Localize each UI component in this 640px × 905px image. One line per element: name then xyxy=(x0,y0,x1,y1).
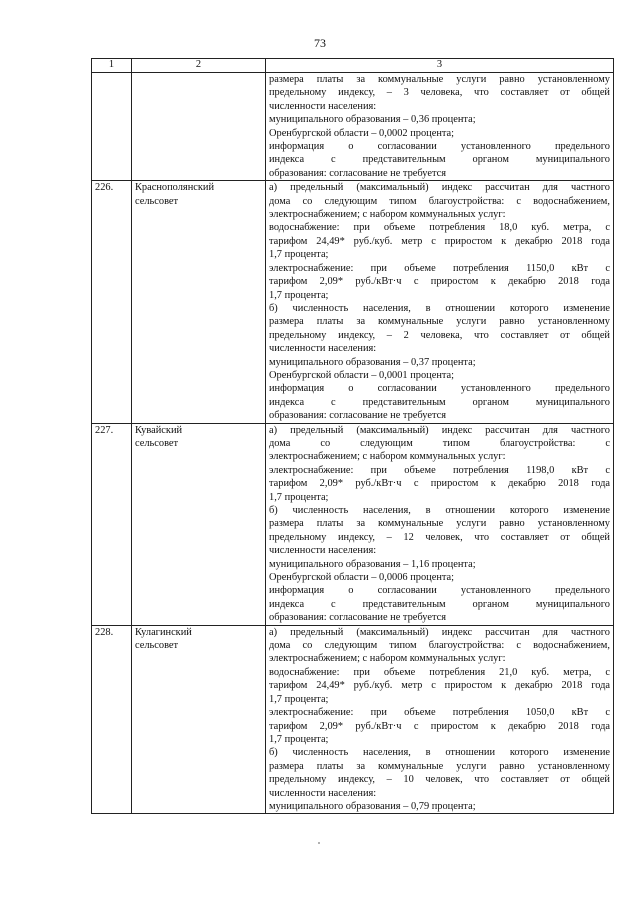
description-line: предельному индексу, – 2 человека, что составляет от общей xyxy=(269,329,610,341)
description-line: а) предельный (максимальный) индекс рассчитан для частного xyxy=(269,424,610,436)
description-line: электроснабжением; с набором коммунальных услуг: xyxy=(269,209,506,221)
description-line: тарифом 2,09* руб./кВт·ч с приростом к декабрю 2018 года xyxy=(269,276,610,288)
description-line: информация о согласовании установленного предельного xyxy=(269,585,610,597)
description-line: 1,7 процента; xyxy=(269,693,329,705)
description-line: б) численность населения, в отношении которого изменение xyxy=(269,505,610,516)
description-line: муниципального образования – 0,37 процента; xyxy=(269,356,476,368)
description-line: индекса с представительным органом муниципального xyxy=(269,598,610,610)
description-line: а) предельный (максимальный) индекс рассчитан для частного xyxy=(269,182,610,194)
settlement-name-line: сельсовет xyxy=(135,195,179,207)
settlement-name xyxy=(132,181,266,423)
description-line: муниципального образования – 0,79 процента; xyxy=(269,800,476,812)
table-row xyxy=(92,625,614,814)
description-line: Оренбургской области – 0,0006 процента; xyxy=(269,572,455,584)
page-number: 73 xyxy=(314,36,326,50)
description-line: размера платы за коммунальные услуги равно установленному xyxy=(269,74,610,85)
description-line: численности населения: xyxy=(269,343,377,355)
settlements-table xyxy=(91,58,614,814)
settlement-name-line: Кувайский xyxy=(135,424,183,436)
row-number xyxy=(92,73,132,181)
row-number: 228. xyxy=(92,625,132,814)
description-line: 1,7 процента; xyxy=(269,289,329,301)
table-row xyxy=(92,73,614,181)
description-line: электроснабжение: при объеме потребления 1150,0 кВт с xyxy=(269,262,610,274)
description-line: индекса с представительным органом муниципального xyxy=(269,154,610,166)
description-line: численности населения: xyxy=(269,545,377,557)
description-line: образования: согласование не требуется xyxy=(269,410,447,422)
settlement-name-line: сельсовет xyxy=(135,437,179,449)
row-number: 226. xyxy=(92,181,132,423)
description-line: размера платы за коммунальные услуги равно установленному xyxy=(269,760,610,772)
description-line: электроснабжением; с набором коммунальных услуг: xyxy=(269,653,506,665)
settlement-name-line: Краснополянский xyxy=(135,182,215,194)
description-line: дома со следующим типом благоустройства: с xyxy=(269,437,610,449)
header-col-description: 3 xyxy=(266,59,614,73)
description-line: муниципального образования – 1,16 процента; xyxy=(269,558,476,570)
description-line: тарифом 24,49* руб./куб. метр с приростом к декабрю 2018 года xyxy=(269,235,610,247)
index-description xyxy=(266,625,614,814)
settlement-name xyxy=(132,625,266,814)
description-line: Оренбургской области – 0,0001 процента; xyxy=(269,369,455,381)
header-col-name: 2 xyxy=(132,59,266,73)
description-line: предельному индексу, – 10 человек, что составляет от общей xyxy=(269,774,610,786)
settlement-name xyxy=(132,73,266,181)
description-line: б) численность населения, в отношении которого изменение xyxy=(269,302,610,314)
description-line: образования: согласование не требуется xyxy=(269,167,447,179)
description-line: водоснабжение: при объеме потребления 21,0 куб. метра, с xyxy=(269,666,610,678)
description-line: а) предельный (максимальный) индекс рассчитан для частного xyxy=(269,626,610,638)
description-line: численности населения: xyxy=(269,100,377,112)
description-line: электроснабжением; с набором коммунальных услуг: xyxy=(269,451,506,463)
index-description xyxy=(266,181,614,423)
settlement-name-line: Кулагинский xyxy=(135,626,192,638)
index-description xyxy=(266,423,614,625)
description-line: 1,7 процента; xyxy=(269,733,329,745)
description-line: предельному индексу, – 3 человека, что составляет от общей xyxy=(269,87,610,99)
description-line: размера платы за коммунальные услуги равно установленному xyxy=(269,518,610,530)
table-row xyxy=(92,423,614,625)
table-row xyxy=(92,181,614,423)
description-line: численности населения: xyxy=(269,787,377,799)
row-number: 227. xyxy=(92,423,132,625)
description-line: 1,7 процента; xyxy=(269,491,329,503)
description-line: электроснабжение: при объеме потребления 1198,0 кВт с xyxy=(269,464,610,476)
description-line: информация о согласовании установленного предельного xyxy=(269,141,610,153)
description-line: электроснабжение: при объеме потребления 1050,0 кВт с xyxy=(269,707,610,719)
description-line: водоснабжение: при объеме потребления 18,0 куб. метра, с xyxy=(269,222,610,234)
description-line: индекса с представительным органом муниципального xyxy=(269,396,610,408)
description-line: 1,7 процента; xyxy=(269,249,329,261)
description-line: образования: согласование не требуется xyxy=(269,612,447,624)
table-header-row xyxy=(92,59,614,73)
description-line: б) численность населения, в отношении которого изменение xyxy=(269,747,610,759)
index-description xyxy=(266,73,614,181)
description-line: Оренбургской области – 0,0002 процента; xyxy=(269,127,455,139)
description-line: тарифом 2,09* руб./кВт·ч с приростом к декабрю 2018 года xyxy=(269,478,610,490)
description-line: дома со следующим типом благоустройства: с водоснабжением, xyxy=(269,195,610,207)
description-line: предельному индексу, – 12 человек, что составляет от общей xyxy=(269,531,610,543)
header-col-number: 1 xyxy=(92,59,132,73)
settlement-name-line: сельсовет xyxy=(135,640,179,652)
description-line: размера платы за коммунальные услуги равно установленному xyxy=(269,316,610,328)
description-line: муниципального образования – 0,36 процента; xyxy=(269,114,476,126)
description-line: информация о согласовании установленного предельного xyxy=(269,383,610,395)
scan-dot xyxy=(318,842,320,844)
description-line: тарифом 2,09* руб./кВт·ч с приростом к декабрю 2018 года xyxy=(269,720,610,732)
description-line: тарифом 24,49* руб./куб. метр с приростом к декабрю 2018 года xyxy=(269,680,610,692)
description-line: дома со следующим типом благоустройства: с водоснабжением, xyxy=(269,640,610,652)
settlement-name xyxy=(132,423,266,625)
